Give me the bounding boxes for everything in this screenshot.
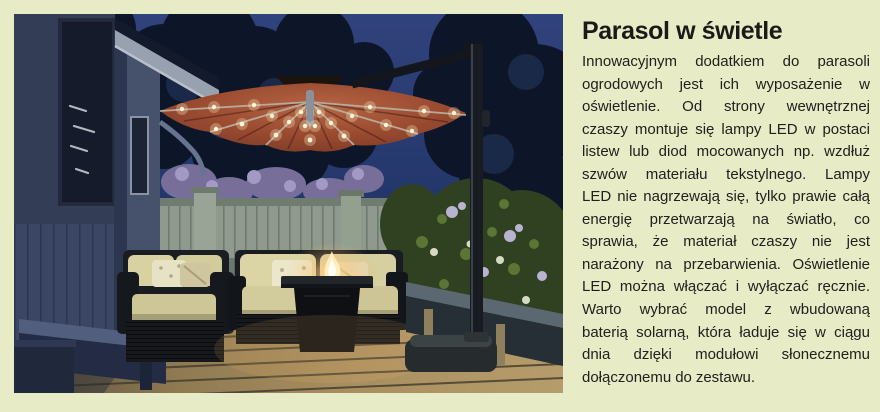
body-line: LED można włączać i wyłączać ręcznie. [582, 278, 870, 296]
patio-photo [14, 14, 563, 393]
body-line: listew lub diod mocowanych np. wzdłuż [582, 143, 870, 161]
body-line: szwów materiału tekstylnego. Lampy [582, 165, 870, 183]
body-line: dnia dzięki modułowi słonecznemu [582, 346, 870, 364]
body-line: ogrodowych jest ich wyposażenie w [582, 75, 870, 93]
body-line: Warto wybrać model z wbudowaną [582, 301, 870, 319]
body-line: czaszy montuje się lampy LED w postaci [582, 120, 870, 138]
article-title: Parasol w świetle [582, 17, 783, 45]
article-body [582, 51, 870, 389]
body-line: dołączonemu do zestawu. [582, 368, 756, 386]
body-line: narażony na przebarwienia. Oświetlenie [582, 255, 870, 273]
body-line: sprawia, że materiał czaszy nie jest [582, 233, 870, 251]
body-line: oświetlenie. Od strony wewnętrznej [582, 98, 870, 116]
body-line: LED nie nagrzewają się, tylko prawie całą [582, 188, 870, 206]
article [582, 16, 870, 389]
body-line: energię przetwarzają na światło, co [582, 210, 870, 228]
body-line: Innowacyjnym dodatkiem do parasoli [582, 53, 870, 70]
body-line: baterią solarną, która ładuje się w ciągu [582, 323, 870, 341]
patio-photo-scene [14, 14, 563, 393]
